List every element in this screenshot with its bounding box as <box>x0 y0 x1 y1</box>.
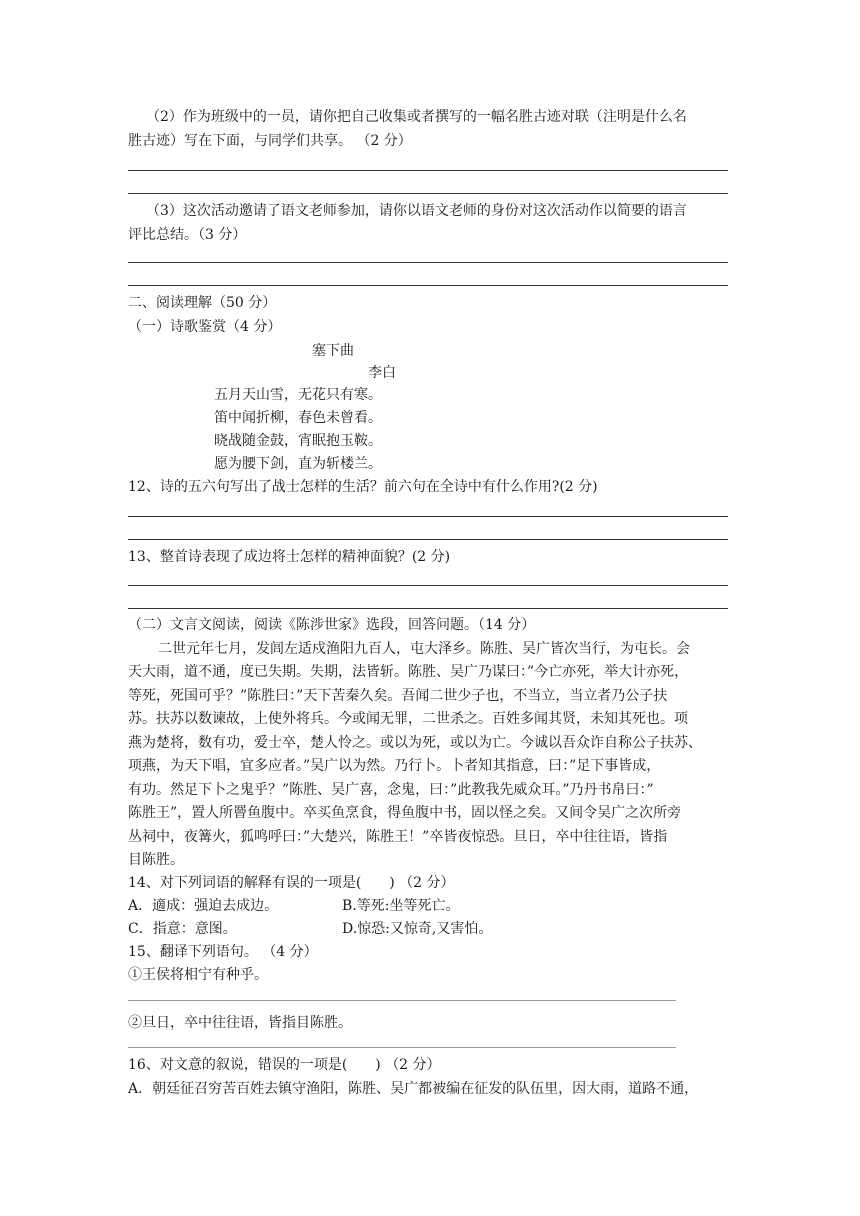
option-c: C．指意：意图。 <box>128 921 237 937</box>
answer-line <box>128 539 728 540</box>
passage-line: 有功。然足下卜之鬼乎？”陈胜、吴广喜，念鬼，曰：”此教我先威众耳。”乃丹书帛曰：” <box>128 782 654 798</box>
answer-line <box>128 285 728 286</box>
passage-line: 目陈胜。 <box>128 852 184 868</box>
subsection-title: （一）诗歌鉴赏（4 分） <box>128 319 282 335</box>
passage-line: 燕为楚将，数有功，爱士卒，楚人怜之。或以为死，或以为亡。今诚以吾众诈自称公子扶苏、 <box>128 735 702 751</box>
q2-line1: （2）作为班级中的一员，请你把自己收集或者撰写的一幅名胜古迹对联（注明是什么名 <box>146 109 687 125</box>
q3-line2: 评比总结。（3 分） <box>128 227 247 243</box>
poem-line: 五月天山雪，无花只有寒。 <box>214 387 382 403</box>
answer-line <box>128 1000 676 1001</box>
passage-line: 苏。扶苏以数谏故，上使外将兵。今或闻无罪，二世杀之。百姓多闻其贤，未知其死也。项 <box>128 711 688 727</box>
poem-line: 愿为腰下剑，直为斩楼兰。 <box>214 456 382 472</box>
answer-line <box>128 262 728 263</box>
passage-line: 等死，死国可乎？”陈胜曰：”天下苦秦久矣。吾闻二世少子也，不当立，当立者乃公子扶 <box>128 688 668 704</box>
answer-line <box>128 516 728 517</box>
answer-line <box>128 193 728 194</box>
option-a: A．朝廷征召穷苦百姓去镇守渔阳，陈胜、吴广都被编在征发的队伍里，因大雨，道路不通， <box>128 1081 699 1097</box>
answer-line <box>128 170 728 171</box>
poem-author: 李白 <box>368 365 396 381</box>
question-16: 16、对文意的叙说，错误的一项是( ) （2 分） <box>128 1057 441 1073</box>
option-b: B.等死:坐等死亡。 <box>342 898 460 914</box>
question-13: 13、整首诗表现了成边将士怎样的精神面貌？(2 分) <box>128 549 451 565</box>
passage-line: 陈胜王”，置人所罾鱼腹中。卒买鱼烹食，得鱼腹中书，固以怪之矣。又间令吴广之次所旁 <box>128 805 682 821</box>
question-14: 14、对下列词语的解释有误的一项是( ) （2 分） <box>128 875 455 891</box>
option-d: D.惊恐:又惊奇,又害怕。 <box>342 921 493 937</box>
poem-line: 笛中闻折柳，春色未曾看。 <box>214 410 382 426</box>
q3-line1: （3）这次活动邀请了语文老师参加，请你以语文老师的身份对这次活动作以简要的语言 <box>146 203 687 219</box>
translate-item-2: ②旦日，卒中往往语，皆指目陈胜。 <box>128 1015 352 1031</box>
answer-line <box>128 585 728 586</box>
option-a: A．適成：强迫去成边。 <box>128 898 279 914</box>
passage-line: 二世元年七月，发闾左适戍渔阳九百人，屯大泽乡。陈胜、吴广皆次当行，为屯长。会 <box>158 641 690 657</box>
passage-line: 天大雨，道不通，度已失期。失期，法皆斩。陈胜、吴广乃谋曰：”今亡亦死，举大计亦死， <box>128 664 689 680</box>
poem-title: 塞下曲 <box>312 343 354 359</box>
question-12: 12、诗的五六句写出了战士怎样的生活？前六句在全诗中有什么作用?(2 分) <box>128 479 598 495</box>
translate-item-1: ①王侯将相宁有种乎。 <box>128 967 268 983</box>
passage-line: 项燕，为天下唱，宜多应者。”吴广以为然。乃行卜。卜者知其指意，曰：”足下事皆成， <box>128 758 661 774</box>
q2-line2: 胜古迹）写在下面，与同学们共享。 （2 分） <box>128 133 412 149</box>
section-title: 二、阅读理解（50 分） <box>128 295 277 311</box>
passage-line: 丛祠中，夜篝火，狐鸣呼曰：”大楚兴，陈胜王！”卒皆夜惊恐。旦日，卒中往往语，皆指 <box>128 829 668 845</box>
classical-heading: （二）文言文阅读，阅读《陈涉世家》选段，回答问题。（14 分） <box>128 617 536 633</box>
question-15: 15、翻译下列语句。 （4 分） <box>128 944 318 960</box>
answer-line <box>128 608 728 609</box>
poem-line: 晓战随金鼓，宵眠抱玉鞍。 <box>214 433 382 449</box>
answer-line <box>128 1047 676 1048</box>
